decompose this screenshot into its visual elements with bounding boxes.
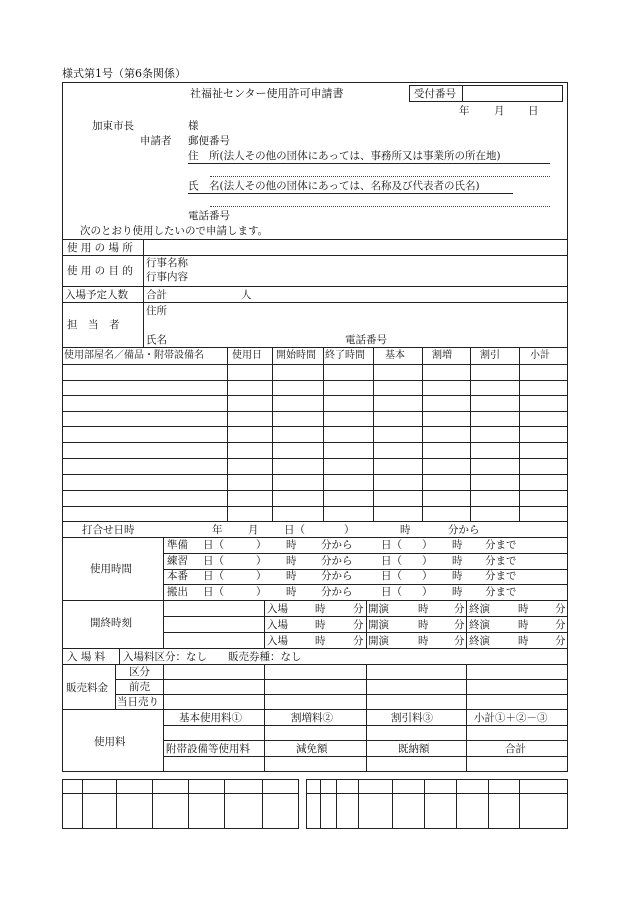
- oc-show-min: 分: [454, 603, 465, 615]
- usage-close: ）: [256, 586, 267, 598]
- oc-entry-min: 分: [353, 619, 364, 631]
- meeting-month: 月: [248, 524, 259, 536]
- oc-show: 開演: [368, 635, 389, 647]
- usage-close: ）: [256, 539, 267, 551]
- usage-close2: ）: [422, 586, 433, 598]
- fh-1: 使用日: [232, 350, 262, 361]
- usage-until: 分まで: [485, 539, 517, 551]
- oc-show-hour: 時: [418, 603, 429, 615]
- oc-entry-min: 分: [353, 635, 364, 647]
- attendance-label: 入場予定人数: [65, 289, 128, 301]
- oc-entry-min: 分: [353, 603, 364, 615]
- usage-time-label: 使用時間: [90, 563, 132, 575]
- fh-2: 開始時間: [276, 350, 316, 361]
- fee-h2-2: 既納額: [398, 743, 430, 755]
- entry-fee-label: 入 場 料: [67, 651, 106, 663]
- meeting-min: 分から: [448, 524, 480, 536]
- fee-h1-0: 基本使用料①: [179, 712, 242, 724]
- fh-0: 使用部屋名／備品・附帯設備名: [64, 350, 204, 361]
- fee-h2-0: 附帯設備等使用料: [166, 743, 250, 755]
- mgr-name-label: 氏名: [146, 334, 167, 346]
- oc-show-hour: 時: [418, 635, 429, 647]
- usage-until: 分まで: [485, 586, 517, 598]
- applicant-label: 申請者: [140, 135, 172, 147]
- event-content-label: 行事内容: [146, 271, 188, 283]
- usage-day2: 日（: [381, 539, 402, 551]
- name-label: 氏 名(法人その他の団体にあっては、名称及び代表者の氏名): [188, 180, 480, 192]
- meeting-label: 打合せ日時: [82, 524, 135, 536]
- usage-day2: 日（: [381, 586, 402, 598]
- usage-until: 分まで: [485, 570, 517, 582]
- oc-end-hour: 時: [518, 603, 529, 615]
- usage-day: 日（: [203, 555, 224, 567]
- usage-close2: ）: [422, 555, 433, 567]
- oc-show: 開演: [368, 619, 389, 631]
- sales-row-1: 前売: [129, 681, 150, 693]
- usage-day2: 日（: [381, 555, 402, 567]
- usage-hour2: 時: [452, 586, 463, 598]
- oc-end-min: 分: [555, 603, 566, 615]
- postal-label: 郵便番号: [188, 135, 230, 147]
- usage-close2: ）: [422, 570, 433, 582]
- usage-from: 分から: [321, 555, 353, 567]
- oc-end: 終演: [469, 635, 490, 647]
- oc-end: 終演: [469, 603, 490, 615]
- usage-day2: 日（: [381, 570, 402, 582]
- meeting-paren: ）: [344, 524, 355, 536]
- usage-hour2: 時: [452, 539, 463, 551]
- form-code: 様式第1号（第6条関係）: [62, 67, 186, 80]
- address-label: 住 所(法人その他の団体にあっては、事務所又は事業所の所在地): [188, 150, 501, 162]
- usage-day: 日（: [203, 586, 224, 598]
- usage-from: 分から: [321, 539, 353, 551]
- date-day: 日: [528, 105, 539, 117]
- oc-show-min: 分: [454, 619, 465, 631]
- oc-end-hour: 時: [518, 619, 529, 631]
- meeting-year: 年: [212, 524, 223, 536]
- mgr-phone-label: 電話番号: [345, 334, 387, 346]
- honorific: 様: [188, 120, 199, 132]
- phone-label: 電話番号: [188, 210, 230, 222]
- sales-row-0: 区分: [129, 666, 150, 678]
- fh-5: 割増: [432, 350, 452, 361]
- usage-close: ）: [256, 555, 267, 567]
- sales-label: 販売料金: [66, 682, 108, 694]
- oc-show-min: 分: [454, 635, 465, 647]
- addressee: 加東市長: [92, 120, 134, 132]
- fee-label: 使用料: [94, 736, 126, 748]
- usage-hour: 時: [286, 570, 297, 582]
- fh-7: 小計: [530, 350, 550, 361]
- meeting-day: 日（: [284, 524, 305, 536]
- fh-4: 基本: [385, 350, 405, 361]
- oc-show: 開演: [368, 603, 389, 615]
- mgr-address-label: 住所: [146, 305, 167, 317]
- intro-text: 次のとおり使用したいので申請します。: [80, 225, 269, 237]
- sales-row-2: 当日売り: [117, 696, 159, 708]
- form-title: 社福祉センター使用許可申請書: [190, 87, 344, 100]
- fee-h1-2: 割引料③: [391, 712, 433, 724]
- fee-h2-1: 減免額: [296, 743, 328, 755]
- usage-hour2: 時: [452, 555, 463, 567]
- usage-close2: ）: [422, 539, 433, 551]
- oc-end-min: 分: [555, 635, 566, 647]
- fee-h2-3: 合計: [505, 743, 526, 755]
- usage-from: 分から: [321, 570, 353, 582]
- usage-from: 分から: [321, 586, 353, 598]
- oc-end-hour: 時: [518, 635, 529, 647]
- usage-row-label: 本番: [167, 570, 188, 582]
- fee-h1-1: 割増料②: [291, 712, 333, 724]
- usage-day: 日（: [203, 539, 224, 551]
- usage-row-label: 練習: [167, 555, 188, 567]
- fh-6: 割引: [480, 350, 500, 361]
- event-name-label: 行事名称: [146, 257, 188, 269]
- person-unit: 人: [241, 289, 252, 301]
- oc-entry: 入場: [267, 603, 288, 615]
- oc-end-min: 分: [555, 619, 566, 631]
- usage-until: 分まで: [485, 555, 517, 567]
- meeting-hour: 時: [400, 524, 411, 536]
- fh-3: 終了時間: [325, 350, 365, 361]
- total-label: 合計: [146, 289, 167, 301]
- manager-label: 担 当 者: [67, 319, 120, 331]
- receipt-label: 受付番号: [414, 88, 456, 100]
- usage-row-label: 搬出: [167, 586, 188, 598]
- oc-entry-hour: 時: [315, 635, 326, 647]
- place-label: 使 用 の 場 所: [67, 242, 133, 254]
- oc-end: 終演: [469, 619, 490, 631]
- purpose-label: 使 用 の 目 的: [67, 265, 133, 277]
- fee-h1-3: 小計①＋②－③: [474, 712, 548, 724]
- usage-hour: 時: [286, 539, 297, 551]
- date-year: 年: [459, 105, 470, 117]
- usage-hour: 時: [286, 586, 297, 598]
- usage-row-label: 準備: [167, 539, 188, 551]
- entry-fee-value: 入場料区分：なし 販売券種：なし: [123, 651, 302, 663]
- usage-hour2: 時: [452, 570, 463, 582]
- oc-entry: 入場: [267, 619, 288, 631]
- usage-hour: 時: [286, 555, 297, 567]
- oc-entry-hour: 時: [315, 619, 326, 631]
- usage-close: ）: [256, 570, 267, 582]
- oc-entry: 入場: [267, 635, 288, 647]
- date-month: 月: [494, 105, 505, 117]
- oc-show-hour: 時: [418, 619, 429, 631]
- oc-entry-hour: 時: [315, 603, 326, 615]
- open-close-label: 開終時刻: [90, 617, 132, 629]
- usage-day: 日（: [203, 570, 224, 582]
